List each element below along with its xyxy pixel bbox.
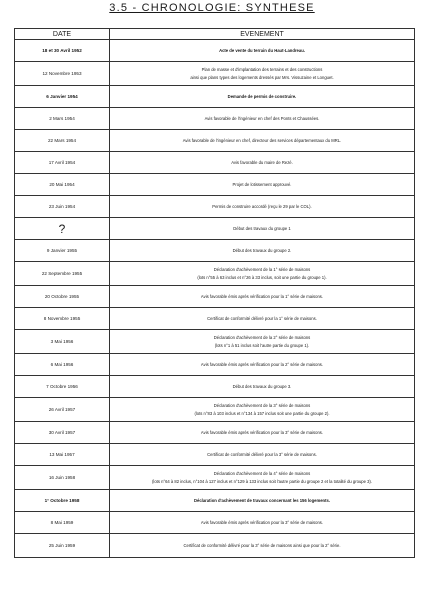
- event-line: Avis favorable émis après vérification pour la 3° série de maisons.: [200, 519, 324, 525]
- table-row: [15, 240, 415, 262]
- event-line: Déclaration d'achèvement de la 2° série de maisons: [213, 334, 311, 340]
- row-event: [110, 40, 415, 62]
- event-line: Certificat de conformité délivré pour la 1° série de maisons.: [207, 315, 317, 321]
- row-date: 1° Octobre 1958: [15, 490, 110, 512]
- event-line: Déclaration d'achèvement de la 3° série de maisons: [213, 402, 311, 408]
- row-event: [110, 174, 415, 196]
- table-row: [15, 130, 415, 152]
- table-row: [15, 86, 415, 108]
- event-line: Avis favorable émis après vérification pour la 2° série de maisons.: [200, 361, 324, 367]
- event-line: Déclaration d'achèvement de travaux concernant les 156 logements.: [194, 497, 330, 503]
- event-line: Projet de lotissement approuvé.: [232, 181, 292, 187]
- table-row: [15, 262, 415, 286]
- row-event: [110, 218, 415, 240]
- event-line: Plan de masse et d'implantation des terrains et des constructions: [201, 66, 323, 72]
- table-row: [15, 398, 415, 422]
- row-date: 23 Juin 1954: [15, 196, 110, 218]
- event-line: Certificat de conformité délivré pour la 3° série de maisons.: [207, 451, 317, 457]
- event-line: Permis de construire accordé (reçu le 29 par le COL).: [212, 203, 312, 209]
- table-row: [15, 108, 415, 130]
- row-date: 12 Novembre 1953: [15, 62, 110, 86]
- page-title: 3.5 - CHRONOLOGIE: SYNTHESE: [109, 2, 315, 14]
- table-row: [15, 490, 415, 512]
- row-event: [110, 354, 415, 376]
- row-event: [110, 512, 415, 534]
- event-line: (lots n°1 à 51 inclus soit l'autre partie du groupe 1).: [214, 342, 310, 348]
- row-date: 22 Septembre 1955: [15, 262, 110, 286]
- event-line: Début des travaux du groupe 3.: [232, 383, 292, 389]
- table-row: [15, 174, 415, 196]
- table-row: [15, 152, 415, 174]
- table-row: [15, 286, 415, 308]
- event-line: Avis favorable du maire de Rezé.: [231, 159, 293, 165]
- event-line: Avis favorable émis après vérification pour la 1° série de maisons.: [200, 293, 324, 299]
- table-row: [15, 218, 415, 240]
- event-line: (lots n°83 à 103 inclus et n°134 à 157 inclus soit une partie du groupe 2).: [194, 410, 330, 416]
- row-event: [110, 466, 415, 490]
- table-row: [15, 422, 415, 444]
- event-line: Certificat de conformité délivré pour la 3° série de maisons ainsi que pour la 2° série.: [183, 542, 341, 548]
- row-event: [110, 130, 415, 152]
- row-event: [110, 196, 415, 218]
- table-body: [15, 40, 415, 558]
- event-line: Demande de permis de construire.: [227, 93, 297, 99]
- event-line: Déclaration d'achèvement de la 4° série de maisons: [213, 470, 311, 476]
- event-line: (lots n°64 à 82 inclus, n°104 à 127 inclus et n°129 à 133 inclus soit l'autre partie du groupe 2 et la totalité du groupe 3).: [152, 478, 372, 484]
- row-date: 26 Avril 1957: [15, 398, 110, 422]
- row-event: [110, 308, 415, 330]
- row-event: [110, 534, 415, 558]
- row-event: [110, 240, 415, 262]
- event-line: Avis favorable de l'ingénieur en chef, directeur des services départementaux du MRL.: [182, 137, 342, 143]
- row-event: [110, 262, 415, 286]
- table-row: [15, 308, 415, 330]
- row-event: [110, 330, 415, 354]
- row-date: 7 Octobre 1956: [15, 376, 110, 398]
- row-event: [110, 444, 415, 466]
- table-row: [15, 534, 415, 558]
- row-date: 6 Mai 1956: [15, 354, 110, 376]
- row-date: 8 Novembre 1955: [15, 308, 110, 330]
- row-date: 20 Octobre 1955: [15, 286, 110, 308]
- event-line: Acte de vente du terrain du Haut-Landreau.: [219, 47, 305, 53]
- event-line: ainsi que plans types des logements dressés par Mrs. Vissuzaine et Longuet.: [190, 74, 334, 80]
- row-date: 2 Mars 1954: [15, 108, 110, 130]
- table-row: [15, 444, 415, 466]
- row-event: [110, 62, 415, 86]
- row-date: ?: [15, 218, 110, 240]
- row-date: 13 Mai 1957: [15, 444, 110, 466]
- row-event: [110, 490, 415, 512]
- row-date: 17 Avril 1954: [15, 152, 110, 174]
- table-row: [15, 512, 415, 534]
- event-line: (lots n°55 à 63 inclus et n°26 à 33 inclus, soit une partie du groupe 1).: [197, 274, 327, 280]
- table-row: [15, 40, 415, 62]
- row-date: 20 Mai 1954: [15, 174, 110, 196]
- event-line: Déclaration d'achèvement de la 1° série de maisons: [213, 266, 311, 272]
- row-event: [110, 152, 415, 174]
- row-event: [110, 286, 415, 308]
- table-row: [15, 376, 415, 398]
- table-row: [15, 354, 415, 376]
- row-date: 30 Avril 1957: [15, 422, 110, 444]
- event-line: Début des travaux du groupe 2.: [232, 247, 292, 253]
- row-event: [110, 422, 415, 444]
- table-row: [15, 466, 415, 490]
- row-event: [110, 376, 415, 398]
- table-row: [15, 196, 415, 218]
- row-date: 8 Mai 1959: [15, 512, 110, 534]
- chronology-table: [14, 28, 415, 558]
- table-header-row: [15, 29, 415, 40]
- table-row: [15, 62, 415, 86]
- row-date: 25 Juin 1959: [15, 534, 110, 558]
- row-event: [110, 108, 415, 130]
- table-row: [15, 330, 415, 354]
- row-date: 9 Janvier 1955: [15, 240, 110, 262]
- date-column-header: DATE: [15, 29, 110, 40]
- event-line: Avis favorable émis après vérification pour la 3° série de maisons.: [200, 429, 324, 435]
- row-date: 6 Janvier 1954: [15, 86, 110, 108]
- event-line: Avis favorable de l'ingénieur en chef des Ponts et Chaussées.: [204, 115, 320, 121]
- event-column-header: EVENEMENT: [110, 29, 415, 40]
- row-date: 22 Mars 1954: [15, 130, 110, 152]
- row-date: 18 et 30 Avril 1952: [15, 40, 110, 62]
- row-event: [110, 86, 415, 108]
- event-line: Début des travaux du groupe 1: [233, 225, 291, 231]
- row-event: [110, 398, 415, 422]
- row-date: 16 Juin 1958: [15, 466, 110, 490]
- row-date: 3 Mai 1956: [15, 330, 110, 354]
